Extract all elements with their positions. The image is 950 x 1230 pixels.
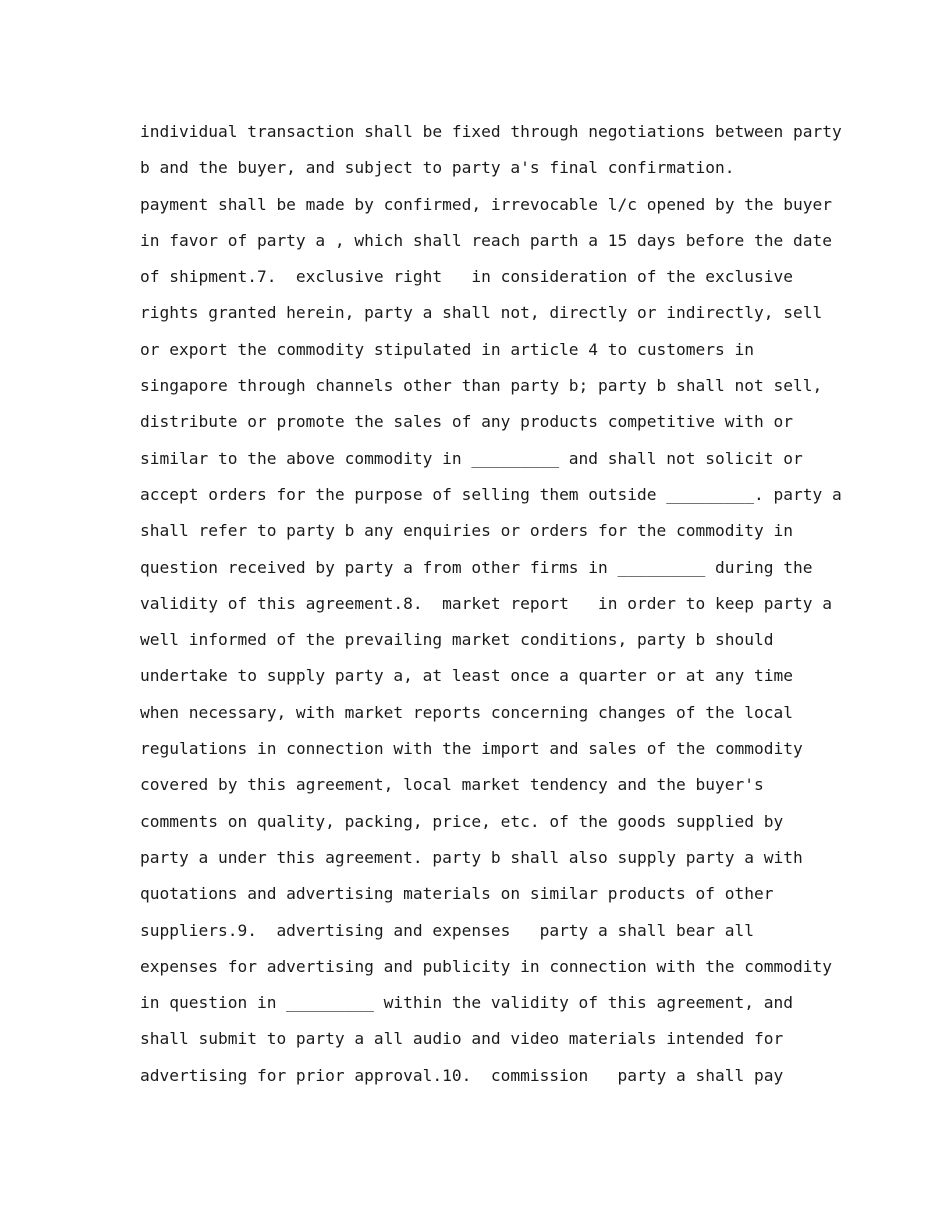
text-line: accept orders for the purpose of selling them outside _________. party a [140,484,842,504]
text-line: rights granted herein, party a shall not, directly or indirectly, sell [140,303,823,323]
text-line: regulations in connection with the import and sales of the commodity [140,739,803,759]
text-line: singapore through channels other than party b; party b shall not sell, [140,376,823,396]
text-line: when necessary, with market reports concerning changes of the local [140,702,793,722]
text-line: individual transaction shall be fixed through negotiations between party [140,122,842,141]
text-line: undertake to supply party a, at least once a quarter or at any time [140,666,793,686]
text-line: question received by party a from other firms in _________ during the [140,557,813,577]
text-line: suppliers.9. advertising and expenses party a shall bear all [140,920,754,940]
text-line: distribute or promote the sales of any products competitive with or [140,412,793,432]
text-line: shall refer to party b any enquiries or orders for the commodity in [140,521,793,541]
text-line: b and the buyer, and subject to party a's final confirmation. [140,158,735,178]
text-line: comments on quality, packing, price, etc. of the goods supplied by [140,811,784,831]
text-line: similar to the above commodity in _________ and shall not solicit or [140,448,803,468]
text-line: party a under this agreement. party b shall also supply party a with [140,847,803,867]
text-line: covered by this agreement, local market tendency and the buyer's [140,775,764,795]
text-line: advertising for prior approval.10. commission party a shall pay [140,1065,784,1085]
text-line: of shipment.7. exclusive right in consideration of the exclusive [140,267,793,287]
text-line: well informed of the prevailing market conditions, party b should [140,630,774,650]
text-line: in favor of party a , which shall reach parth a 15 days before the date [140,230,832,250]
text-line: payment shall be made by confirmed, irrevocable l/c opened by the buyer [140,194,832,214]
text-line: quotations and advertising materials on similar products of other [140,884,774,904]
text-line: validity of this agreement.8. market report in order to keep party a [140,593,832,613]
text-line: or export the commodity stipulated in article 4 to customers in [140,339,754,359]
text-line: expenses for advertising and publicity in connection with the commodity [140,956,832,976]
text-line: in question in _________ within the validity of this agreement, and [140,993,793,1013]
text-line: shall submit to party a all audio and video materials intended for [140,1029,784,1049]
document-body [140,114,840,1094]
